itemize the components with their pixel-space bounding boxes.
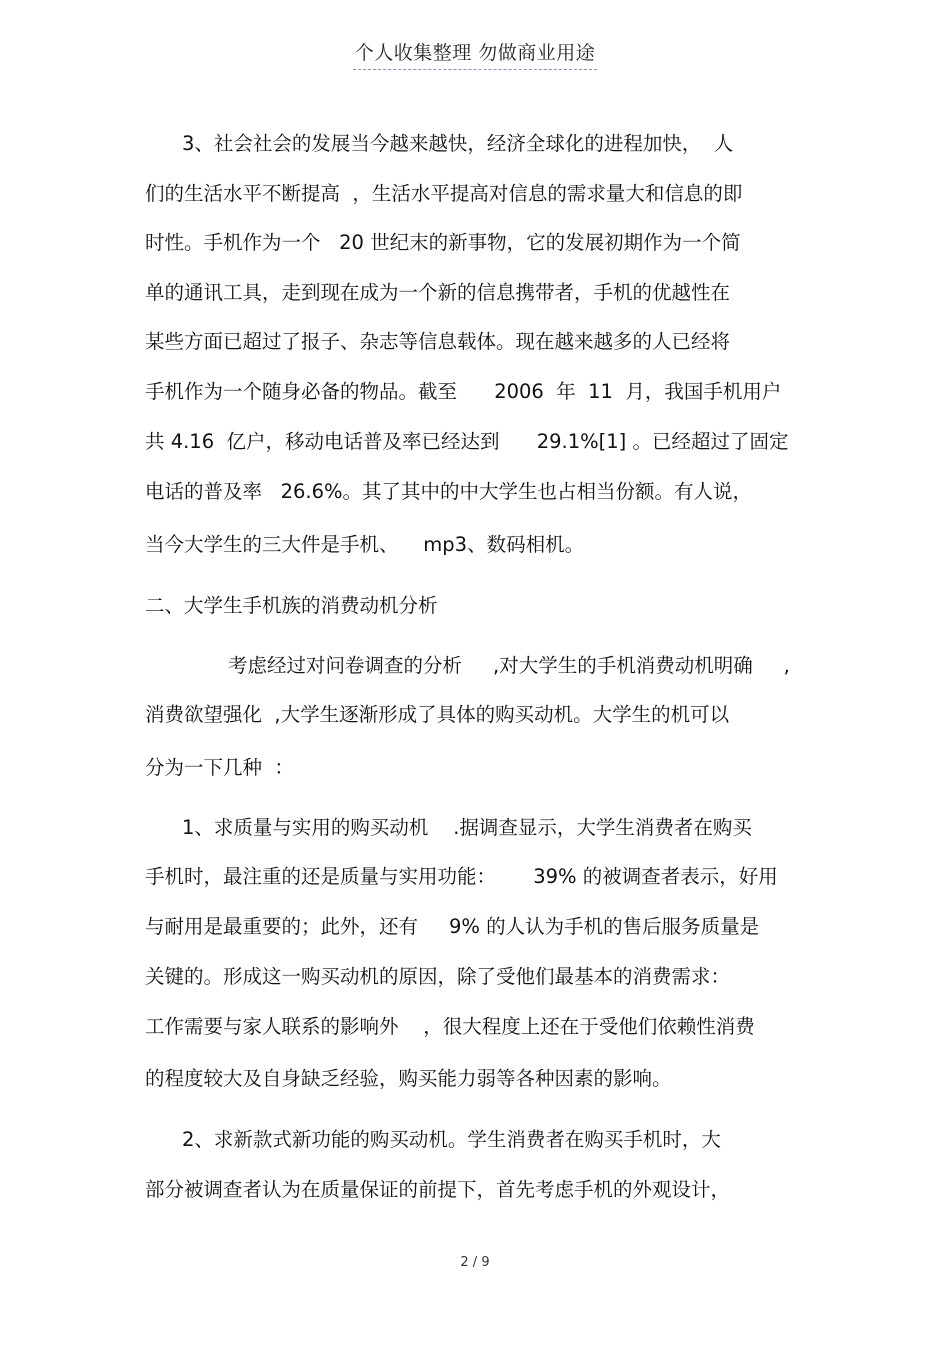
page-number: 2 / 9	[460, 1255, 490, 1270]
body-line: 的程度较大及自身缺乏经验，购买能力弱等各种因素的影响。	[145, 1067, 672, 1090]
body-line: 某些方面已超过了报子、杂志等信息载体。现在越来越多的人已经将	[145, 330, 731, 353]
body-line: 消费欲望强化 ,大学生逐渐形成了具体的购买动机。大学生的机可以	[145, 703, 730, 726]
body-line: 电话的普及率 26.6%。其了其中的中大学生也占相当份额。有人说，	[145, 480, 753, 503]
body-line: 与耐用是最重要的；此外，还有 9% 的人认为手机的售后服务质量是	[145, 915, 760, 938]
section-heading: 二、大学生手机族的消费动机分析	[145, 594, 438, 617]
body-line: 2、求新款式新功能的购买动机。学生消费者在购买手机时，大	[182, 1128, 721, 1151]
body-line: 1、求质量与实用的购买动机 .据调查显示，大学生消费者在购买	[182, 816, 752, 839]
body-line: 时性。手机作为一个 20 世纪末的新事物，它的发展初期作为一个简	[145, 231, 741, 254]
header-watermark-text: 个人收集整理 勿做商业用途	[353, 38, 598, 70]
body-line: 们的生活水平不断提高 ，生活水平提高对信息的需求量大和信息的即	[145, 182, 743, 205]
page-header	[0, 38, 950, 70]
body-line: 分为一下几种 ：	[145, 756, 294, 779]
body-line: 手机作为一个随身必备的物品。截至 2006 年 11 月，我国手机用户	[145, 380, 782, 403]
body-line: 部分被调查者认为在质量保证的前提下，首先考虑手机的外观设计，	[145, 1178, 731, 1201]
body-line: 3、社会社会的发展当今越来越快，经济全球化的进程加快， 人	[182, 132, 734, 155]
body-line: 工作需要与家人联系的影响外 ，很大程度上还在于受他们依赖性消费	[145, 1015, 755, 1038]
body-line: 考虑经过对问卷调查的分析 ,对大学生的手机消费动机明确 ,	[228, 654, 790, 677]
body-line: 单的通讯工具，走到现在成为一个新的信息携带者，手机的优越性在	[145, 281, 731, 304]
body-line: 手机时，最注重的还是质量与实用功能： 39% 的被调查者表示，好用	[145, 865, 778, 888]
body-line: 关键的。形成这一购买动机的原因，除了受他们最基本的消费需求：	[145, 965, 731, 988]
body-line: 共 4.16 亿户，移动电话普及率已经达到 29.1%[1] 。已经超过了固定	[145, 430, 789, 453]
body-line: 当今大学生的三大件是手机、 mp3、数码相机。	[145, 533, 585, 556]
